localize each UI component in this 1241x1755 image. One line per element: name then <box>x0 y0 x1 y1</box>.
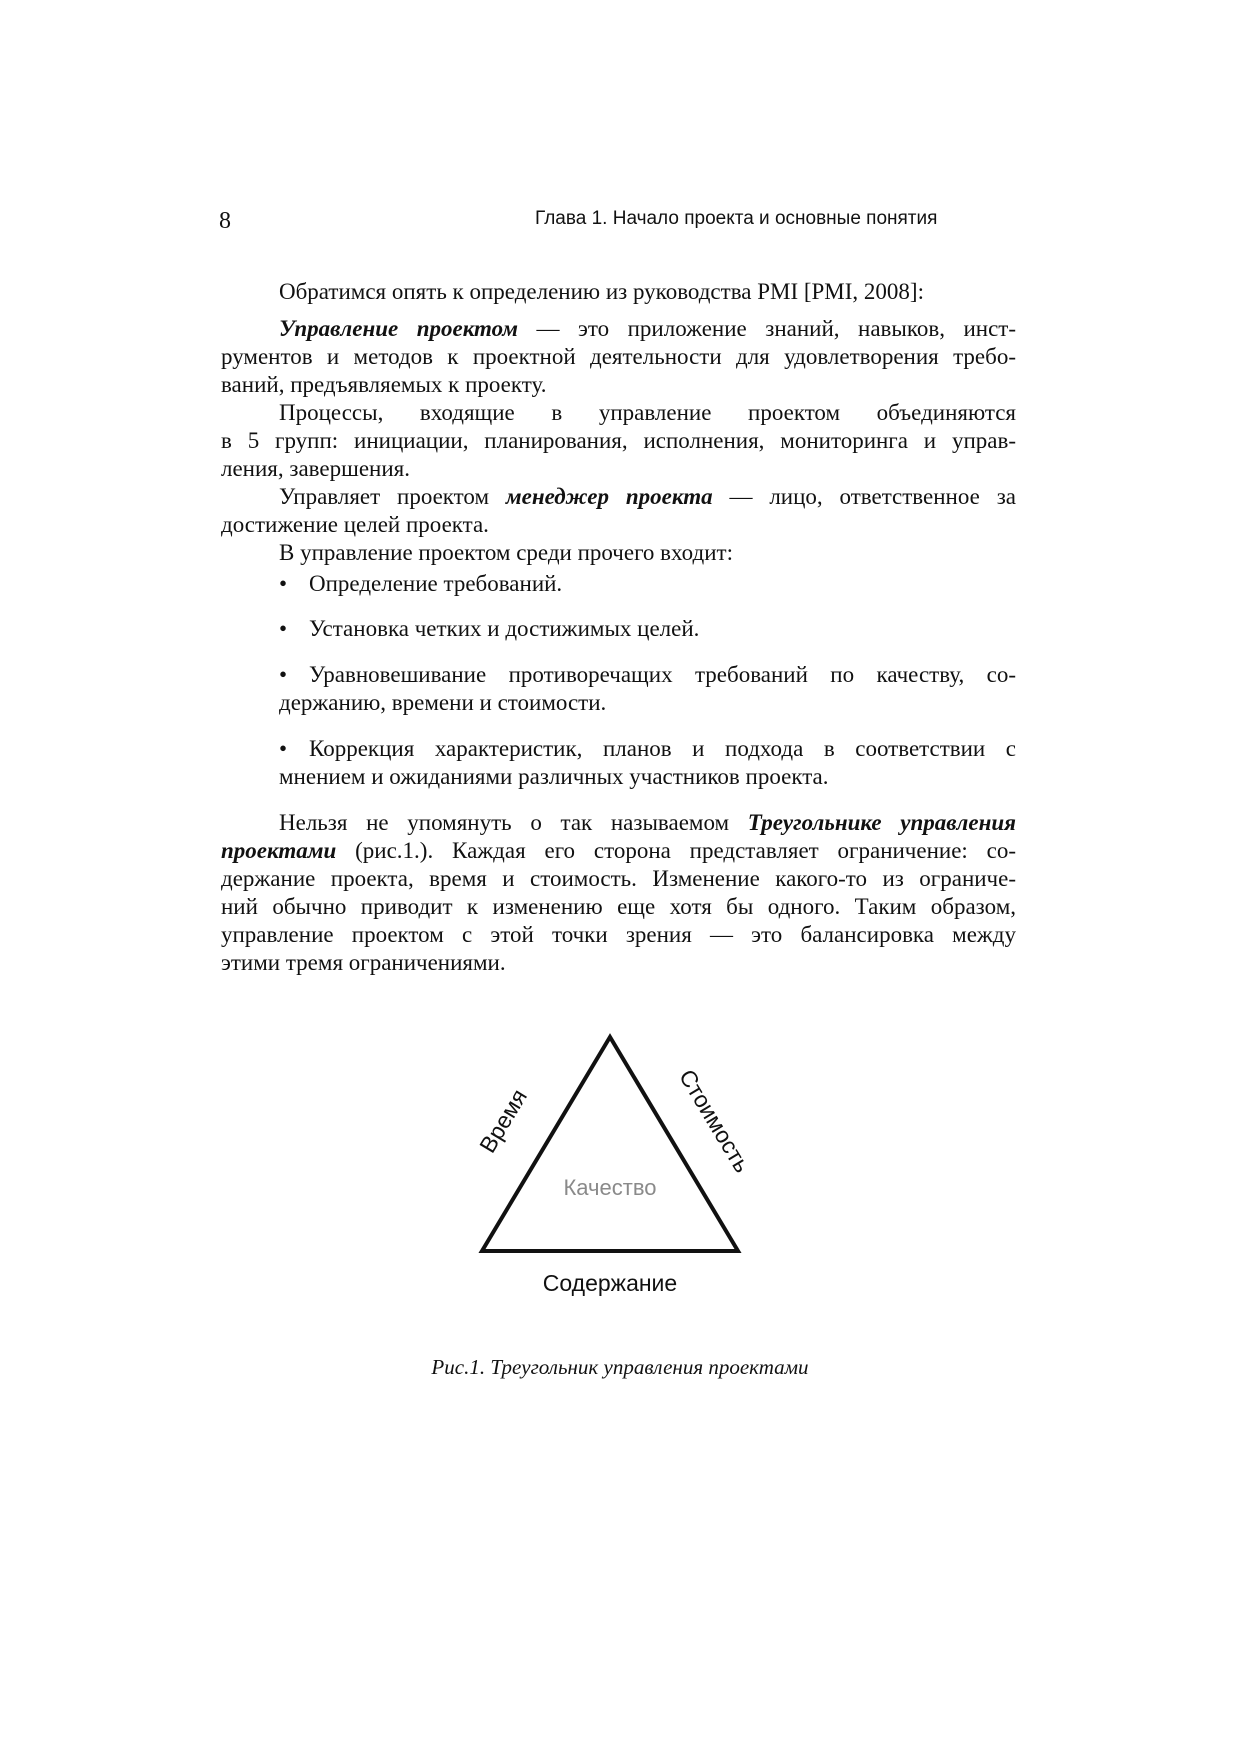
list-item: Определение требований. <box>309 571 563 596</box>
paragraph-triangle-line <box>279 809 1016 837</box>
paragraph-processes-line: в 5 групп: инициации, планирования, исполнения, мониторинга и управ- <box>221 428 1016 453</box>
paragraph-triangle-line: ний обычно приводит к изменению еще хотя бы одного. Таким образом, <box>221 894 1016 919</box>
page-number: 8 <box>219 208 231 234</box>
paragraph-processes-line: ления, завершения. <box>221 456 410 481</box>
term-project-management: Управление проектом <box>279 316 519 341</box>
paragraph-definition-line: рументов и методов к проектной деятельности для удовлетворения требо- <box>221 344 1016 369</box>
paragraph-intro: Обратимся опять к определению из руководства PMI [PMI, 2008]: <box>279 279 924 304</box>
text-fragment: — лицо, ответственное за <box>712 484 1016 509</box>
list-item: Уравновешивание противоречащих требований по качеству, со- <box>309 662 1016 687</box>
text-fragment: (рис.1.). Каждая его сторона представляет ограничение: со- <box>336 838 1016 863</box>
paragraph-definition-line: ваний, предъявляемых к проекту. <box>221 372 547 397</box>
text-fragment: Управляет проектом <box>279 484 506 509</box>
text-fragment: — это приложение знаний, навыков, инст- <box>518 316 1016 341</box>
list-item: Установка четких и достижимых целей. <box>309 616 700 641</box>
paragraph-triangle-line: держание проекта, время и стоимость. Изменение какого-то из ограниче- <box>221 866 1016 891</box>
bullet-marker: • <box>279 571 288 596</box>
paragraph-triangle-line <box>221 837 1016 865</box>
term-triangle: Треугольнике управления <box>747 810 1016 835</box>
paragraph-triangle-line: этими тремя ограничениями. <box>221 950 506 975</box>
paragraph-manager-line <box>279 483 1016 511</box>
figure-caption: Рис.1. Треугольник управления проектами <box>431 1355 809 1379</box>
list-item-continuation: мнением и ожиданиями различных участников проекта. <box>279 764 829 789</box>
bullet-marker: • <box>279 736 288 761</box>
label-scope: Содержание <box>542 1270 678 1296</box>
paragraph-triangle-line: управление проектом с этой точки зрения — это балансировка между <box>221 922 1016 947</box>
paragraph-processes-line: Процессы, входящие в управление проектом объединяются <box>279 400 1016 425</box>
term-project-manager: менеджер проекта <box>505 484 713 509</box>
project-triangle-figure <box>470 1025 770 1315</box>
label-time: Время <box>474 1084 533 1158</box>
text-fragment: Нельзя не упомянуть о так называемом <box>279 810 748 835</box>
paragraph-manager-line: достижение целей проекта. <box>221 512 489 537</box>
label-cost: Стоимость <box>674 1064 756 1177</box>
paragraph-list-intro: В управление проектом среди прочего входит: <box>279 540 733 565</box>
list-item: Коррекция характеристик, планов и подхода в соответствии с <box>309 736 1016 761</box>
bullet-marker: • <box>279 662 288 687</box>
list-item-continuation: держанию, времени и стоимости. <box>279 690 607 715</box>
term-triangle-cont: проектами <box>221 838 337 863</box>
paragraph-definition-line <box>279 315 1016 343</box>
bullet-marker: • <box>279 616 288 641</box>
running-header: Глава 1. Начало проекта и основные понятия <box>535 208 938 229</box>
label-quality: Качество <box>563 1175 657 1200</box>
